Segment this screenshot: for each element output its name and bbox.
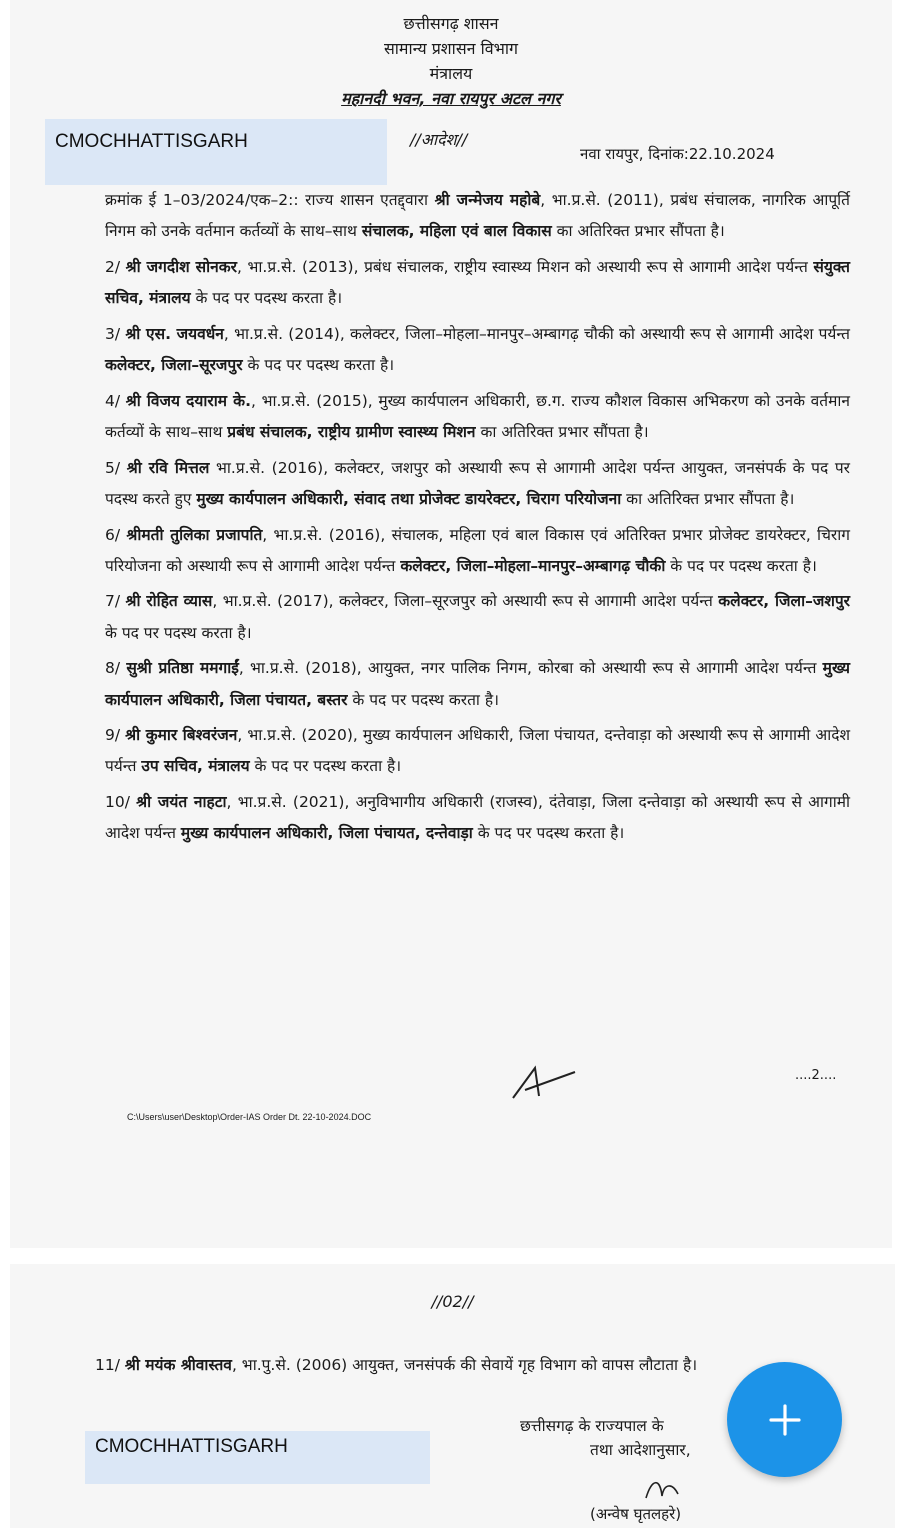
order-paragraph: 5/ श्री रवि मित्तल भा.प्र.से. (2016), कलेक्टर, जशपुर को अस्थायी रूप से आगामी आदेश पर्यन्त आयुक्त, जनसंपर्क के पद पर पदस्थ करते हुए मुख्य कार्यपालन अधिकारी, संवाद तथा प्रोजेक्ट डायरेक्टर, चिराग परियोजना का अतिरिक्त प्रभार सौंपता है। [105,458,850,508]
header-ministry: मंत्रालय [429,64,473,83]
order-paragraph: 4/ श्री विजय दयाराम के., भा.प्र.से. (2015), मुख्य कार्यपालन अधिकारी, छ.ग. राज्य कौशल विकास अभिकरण को उनके वर्तमान कर्तव्यों के साथ–साथ प्रबंध संचालक, राष्ट्रीय ग्रामीण स्वास्थ्य मिशन का अतिरिक्त प्रभार सौंपता है। [105,391,850,441]
file-path: C:\Users\user\Desktop\Order-IAS Order Dt. 22-10-2024.DOC [127,1112,372,1122]
order-label: //आदेश// [410,130,468,149]
governor-line-1: छत्तीसगढ़ के राज्यपाल के [520,1417,664,1435]
governor-line-2: तथा आदेशानुसार, [590,1441,691,1459]
page-separator [0,1248,900,1264]
page-continue-marker: ....2.... [795,1068,837,1083]
order-paragraph: 3/ श्री एस. जयवर्धन, भा.प्र.से. (2014), कलेक्टर, जिला–मोहला–मानपुर–अम्बागढ़ चौकी को अस्थायी रूप से आगामी आदेश पर्यन्त कलेक्टर, जिला–सूरजपुर के पद पर पदस्थ करता है। [105,324,851,375]
order-body [105,185,850,854]
header-department: सामान्य प्रशासन विभाग [383,39,519,58]
signatory-name: (अन्वेष घृतलहरे) [590,1505,682,1523]
header-government: छत्तीसगढ़ शासन [403,14,499,33]
date-line: नवा रायपुर, दिनांक:22.10.2024 [580,145,775,163]
watermark-label: CMOCHHATTISGARH [85,1431,430,1484]
order-paragraph: 7/ श्री रोहित व्यास, भा.प्र.से. (2017), कलेक्टर, जिला–सूरजपुर को अस्थायी रूप से आगामी आदेश पर्यन्त कलेक्टर, जिला–जशपुर के पद पर पदस्थ करता है। [105,592,851,642]
order-paragraph: 9/ श्री कुमार बिश्वरंजन, भा.प्र.से. (2020), मुख्य कार्यपालन अधिकारी, जिला पंचायत, दन्तेवाड़ा को अस्थायी रूप से आगामी आदेश पर्यन्त उप सचिव, मंत्रालय के पद पर पदस्थ करता है। [105,726,851,776]
order-paragraph: 10/ श्री जयंत नाहटा, भा.प्र.से. (2021), अनुविभागीय अधिकारी (राजस्व), दंतेवाड़ा, जिला दन्तेवाड़ा को अस्थायी रूप से आगामी आदेश पर्यन्त मुख्य कार्यपालन अधिकारी, जिला पंचायत, दन्तेवाड़ा के पद पर पदस्थ करता है। [105,793,851,843]
plus-icon [767,1402,803,1438]
order-paragraph: क्रमांक ई 1–03/2024/एक–2:: राज्य शासन एतद्द्वारा श्री जन्मेजय महोबे, भा.प्र.से. (2011), प्रबंध संचालक, नागरिक आपूर्ति निगम को उनके वर्तमान कर्तव्यों के साथ–साथ संचालक, महिला एवं बाल विकास का अतिरिक्त प्रभार सौंपता है। [105,191,850,241]
watermark-label: CMOCHHATTISGARH [45,119,387,185]
signature-mark [505,1060,585,1114]
order-paragraph: 11/ श्री मयंक श्रीवास्तव, भा.पु.से. (2006) आयुक्त, जनसंपर्क की सेवायें गृह विभाग को वापस लौटाता है। [95,1356,698,1374]
order-paragraph: 6/ श्रीमती तुलिका प्रजापति, भा.प्र.से. (2016), संचालक, महिला एवं बाल विकास एवं अतिरिक्त प्रभार प्रोजेक्ट डायरेक्टर, चिराग परियोजना को अस्थायी रूप से आगामी आदेश पर्यन्त कलेक्टर, जिला–मोहला–मानपुर–अम्बागढ़ चौकी के पद पर पदस्थ करता है। [105,525,850,575]
order-body-page-2 [95,1349,825,1382]
header-address: महानदी भवन, नवा रायपुर अटल नगर [341,89,561,108]
page-number: //02// [431,1292,474,1311]
document-page-1 [10,0,892,1248]
add-floating-button[interactable] [727,1362,842,1477]
order-paragraph: 8/ सुश्री प्रतिष्ठा ममगाईं, भा.प्र.से. (2018), आयुक्त, नगर पालिक निगम, कोरबा को अस्थायी रूप से आगामी आदेश पर्यन्त मुख्य कार्यपालन अधिकारी, जिला पंचायत, बस्तर के पद पर पदस्थ करता है। [105,659,850,709]
order-paragraph: 2/ श्री जगदीश सोनकर, भा.प्र.से. (2013), प्रबंध संचालक, राष्ट्रीय स्वास्थ्य मिशन को अस्थायी रूप से आगामी आदेश पर्यन्त संयुक्त सचिव, मंत्रालय के पद पर पदस्थ करता है। [105,257,850,308]
